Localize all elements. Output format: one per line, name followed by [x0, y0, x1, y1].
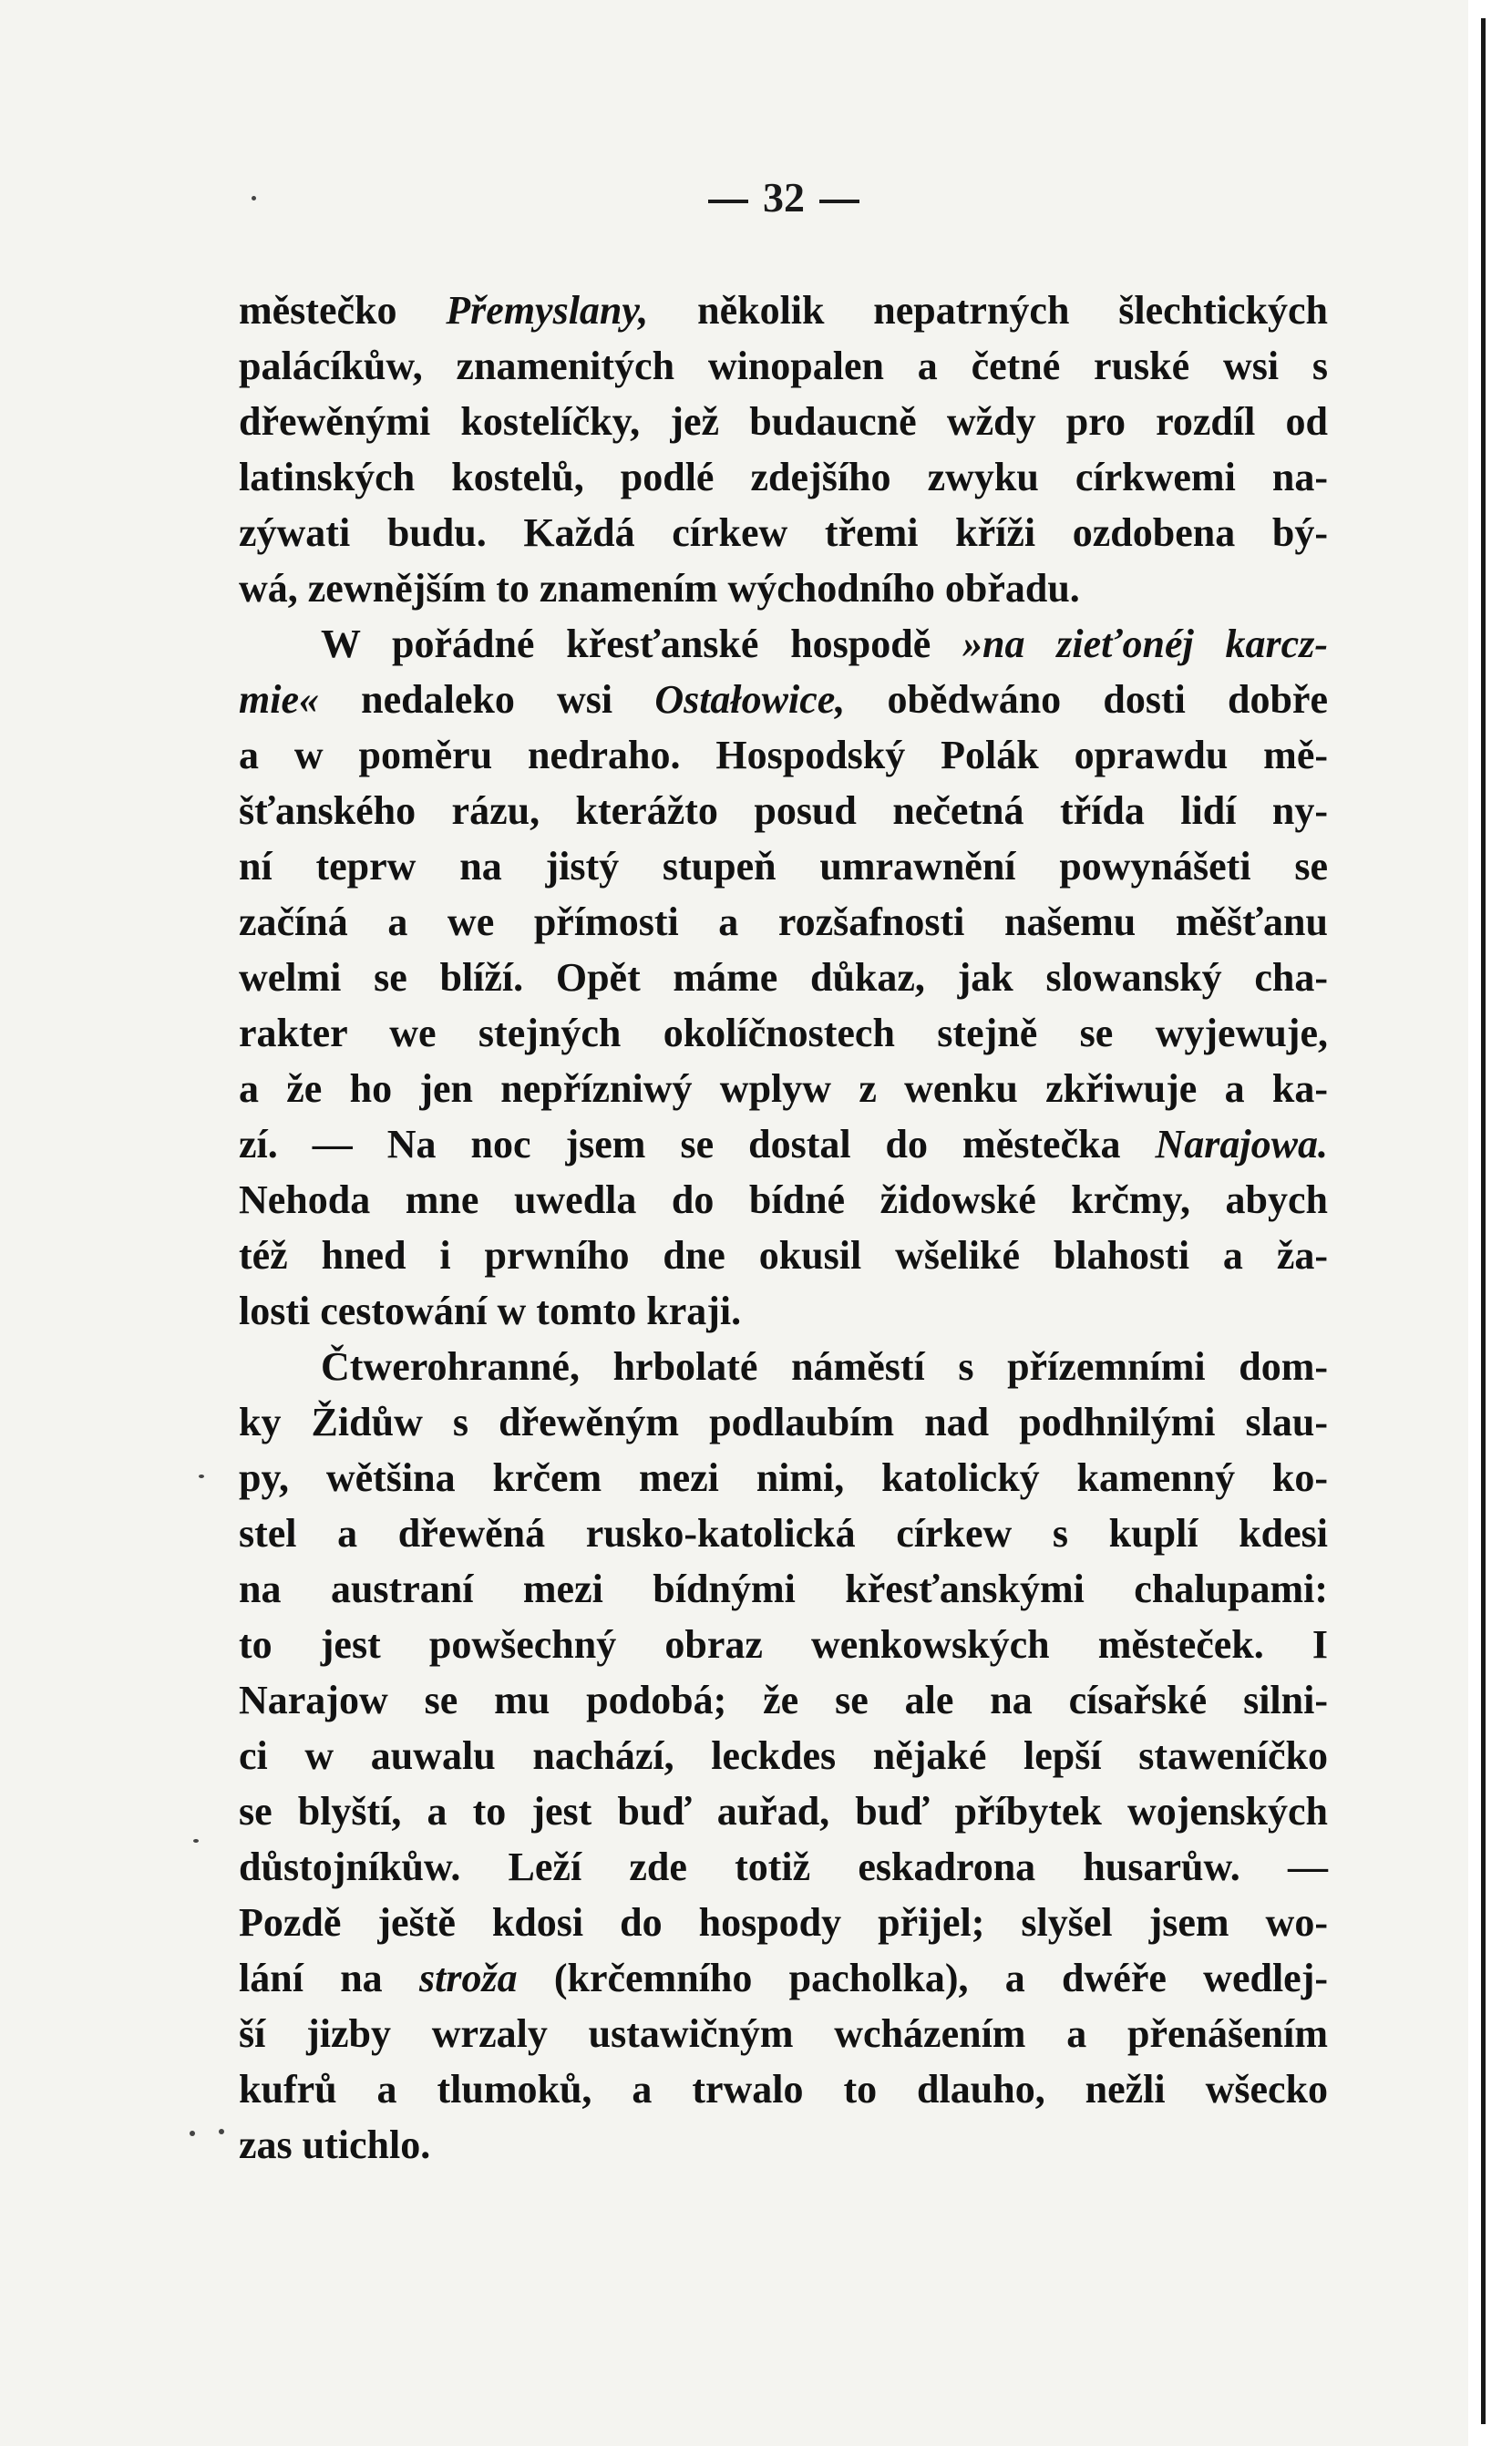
text-line [239, 672, 1328, 727]
text-run: ší jizby wrzaly ustawičným wcházením a přenášením [239, 2011, 1328, 2056]
text-run: též hned i prwního dne okusil wšeliké blahosti a ža- [239, 1233, 1328, 1278]
text-run: wá, zewnějším to znamením wýchodního obřadu. [239, 566, 1080, 611]
text-line [239, 1061, 1328, 1116]
text-run: stel a dřewěná rusko-katolická církew s kuplí kdesi [239, 1511, 1328, 1556]
text-run: to jest powšechný obraz wenkowských městeček. I [239, 1622, 1328, 1667]
text-line [239, 1839, 1328, 1895]
text-line [239, 449, 1328, 505]
text-run: Narajow se mu podobá; že se ale na císařské silni- [239, 1678, 1328, 1722]
text-line [239, 1172, 1328, 1228]
text-line [239, 2061, 1328, 2117]
text-line [239, 1783, 1328, 1839]
text-line [239, 1561, 1328, 1617]
ink-speck [252, 196, 256, 200]
text-run: a že ho jen nepřízniwý wplyw z wenku zkřiwuje a ka- [239, 1066, 1328, 1111]
text-line [239, 1895, 1328, 1950]
text-line [239, 838, 1328, 894]
text-run: Čtwerohranné, hrbolaté náměstí s přízemními dom- [321, 1344, 1328, 1389]
text-run: losti cestowání w tomto kraji. [239, 1289, 742, 1333]
text-run: se blyští, a to jest buď auřad, buď příbytek wojenských [239, 1789, 1328, 1834]
text-run: welmi se blíží. Opět máme důkaz, jak slowanský cha- [239, 955, 1328, 1000]
ink-speck [190, 2131, 195, 2136]
italic-run: »na zieťonéj karcz- [962, 622, 1328, 666]
text-run: W pořádné křesťanské hospodě [321, 622, 963, 666]
text-line [239, 1728, 1328, 1783]
page-number: 32 [763, 174, 805, 221]
text-run: Nehoda mne uwedla do bídné židowské krčmy, abych [239, 1177, 1328, 1222]
binding-edge-line [1481, 18, 1486, 2424]
text-run: ky Židůw s dřewěným podlaubím nad podhnilými slau- [239, 1400, 1328, 1444]
text-run: py, wětšina krčem mezi nimi, katolický kamenný ko- [239, 1455, 1328, 1500]
text-run: Pozdě ještě kdosi do hospody přijel; slyšel jsem wo- [239, 1900, 1328, 1945]
text-line [239, 727, 1328, 783]
right-dash [819, 200, 859, 203]
text-run: a w poměru nedraho. Hospodský Polák oprawdu mě- [239, 733, 1328, 777]
text-line [239, 783, 1328, 838]
text-line [239, 616, 1328, 672]
text-line [239, 1672, 1328, 1728]
ink-speck [193, 1839, 199, 1843]
text-line [239, 1339, 1328, 1394]
text-run: na austraní mezi bídnými křesťanskými chalupami: [239, 1567, 1328, 1611]
left-dash [708, 200, 748, 203]
text-run: šťanského rázu, kterážto posud nečetná třída lidí ny- [239, 788, 1328, 833]
italic-run: Narajowa. [1155, 1122, 1328, 1166]
italic-run: Přemyslany, [446, 288, 649, 333]
text-run: kufrů a tlumoků, a trwalo to dlauho, nežli wšecko [239, 2067, 1328, 2112]
ink-speck [219, 2129, 224, 2134]
text-run: městečko [239, 288, 447, 333]
text-line [239, 1394, 1328, 1450]
text-run: zýwati budu. Každá církew třemi kříži ozdobena bý- [239, 510, 1328, 555]
text-line [239, 1283, 1328, 1339]
text-run: ní teprw na jistý stupeň umrawnění powynášeti se [239, 844, 1328, 889]
text-run: několik nepatrných šlechtických [648, 288, 1328, 333]
text-run: rakter we stejných okolíčnostech stejně se wyjewuje, [239, 1011, 1328, 1055]
text-line [239, 894, 1328, 950]
text-run: nedaleko wsi [318, 677, 655, 722]
text-run: lání na [239, 1956, 419, 2000]
body-text [239, 283, 1328, 2173]
text-line [239, 1950, 1328, 2006]
text-run: dřewěnými kostelíčky, jež budaucně wždy pro rozdíl od [239, 399, 1328, 444]
text-run: palácíkůw, znamenitých winopalen a četné ruské wsi s [239, 344, 1328, 388]
text-line [239, 1450, 1328, 1506]
page-edge [1468, 0, 1512, 2446]
text-line [239, 283, 1328, 338]
italic-run: stroža [418, 1956, 518, 2000]
text-line [239, 1506, 1328, 1561]
text-run: zas utichlo. [239, 2122, 431, 2167]
text-run: začíná a we přímosti a rozšafnosti našemu měšťanu [239, 899, 1328, 944]
italic-run: mie« [239, 677, 319, 722]
text-line [239, 1228, 1328, 1283]
text-line [239, 950, 1328, 1005]
text-line [239, 2117, 1328, 2173]
text-run: ci w auwalu nachází, leckdes nějaké lepší staweníčko [239, 1733, 1328, 1778]
text-run: zí. — Na noc jsem se dostal do městečka [239, 1122, 1156, 1166]
ink-speck [199, 1475, 204, 1478]
text-line [239, 2006, 1328, 2061]
paragraph [239, 616, 1328, 1339]
text-line [239, 1005, 1328, 1061]
text-line [239, 1116, 1328, 1172]
text-run: obědwáno dosti dobře [845, 677, 1328, 722]
page-number-header [665, 173, 902, 221]
text-line [239, 1617, 1328, 1672]
text-line [239, 338, 1328, 394]
text-run: (krčemního pacholka), a dwéře wedlej- [517, 1956, 1329, 2000]
paragraph [239, 1339, 1328, 2173]
paragraph [239, 283, 1328, 616]
italic-run: Ostałowice, [654, 677, 846, 722]
text-line [239, 560, 1328, 616]
text-line [239, 394, 1328, 449]
text-line [239, 505, 1328, 560]
text-run: latinských kostelů, podlé zdejšího zwyku církwemi na- [239, 455, 1328, 499]
text-run: důstojníkůw. Leží zde totiž eskadrona husarůw. — [239, 1845, 1328, 1889]
